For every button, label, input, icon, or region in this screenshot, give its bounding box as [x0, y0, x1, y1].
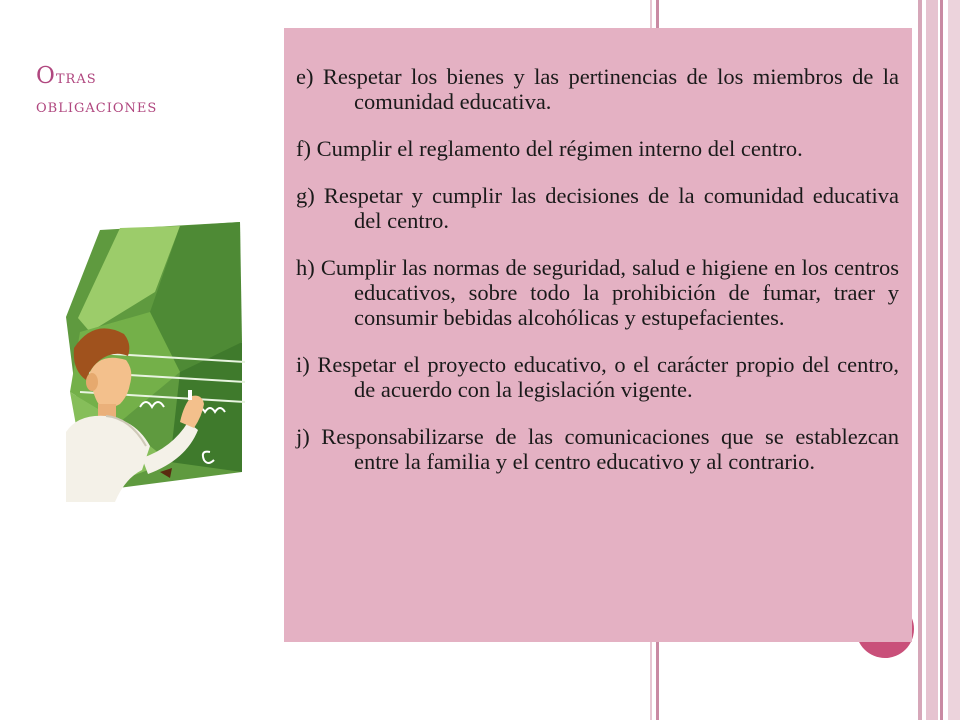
obligation-item-j: j) Responsabilizarse de las comunicaciones que se establezcan entre la familia y el centro educativo y al contrario. [296, 424, 899, 474]
title-initial: O [36, 63, 56, 89]
decorative-line [940, 0, 943, 720]
slide-title [36, 60, 256, 121]
title-line2: obligaciones [36, 95, 158, 118]
decorative-line [948, 0, 960, 720]
obligation-item-i: i) Respetar el proyecto educativo, o el carácter propio del centro, de acuerdo con la legislación vigente. [296, 352, 899, 402]
decorative-line [926, 0, 938, 720]
obligation-item-h: h) Cumplir las normas de seguridad, salud e higiene en los centros educativos, sobre todo la prohibición de fumar, traer y consumir bebidas alcohólicas y estupefacientes. [296, 255, 899, 330]
decorative-line [918, 0, 922, 720]
obligations-panel [284, 28, 912, 642]
obligation-item-g: g) Respetar y cumplir las decisiones de la comunidad educativa del centro. [296, 183, 899, 233]
boy-at-chalkboard-illustration [60, 222, 250, 502]
obligation-item-f: f) Cumplir el reglamento del régimen interno del centro. [296, 136, 803, 161]
obligation-item-e: e) Respetar los bienes y las pertinencias de los miembros de la comunidad educativa. [296, 64, 899, 114]
title-rest: tras [55, 66, 97, 88]
